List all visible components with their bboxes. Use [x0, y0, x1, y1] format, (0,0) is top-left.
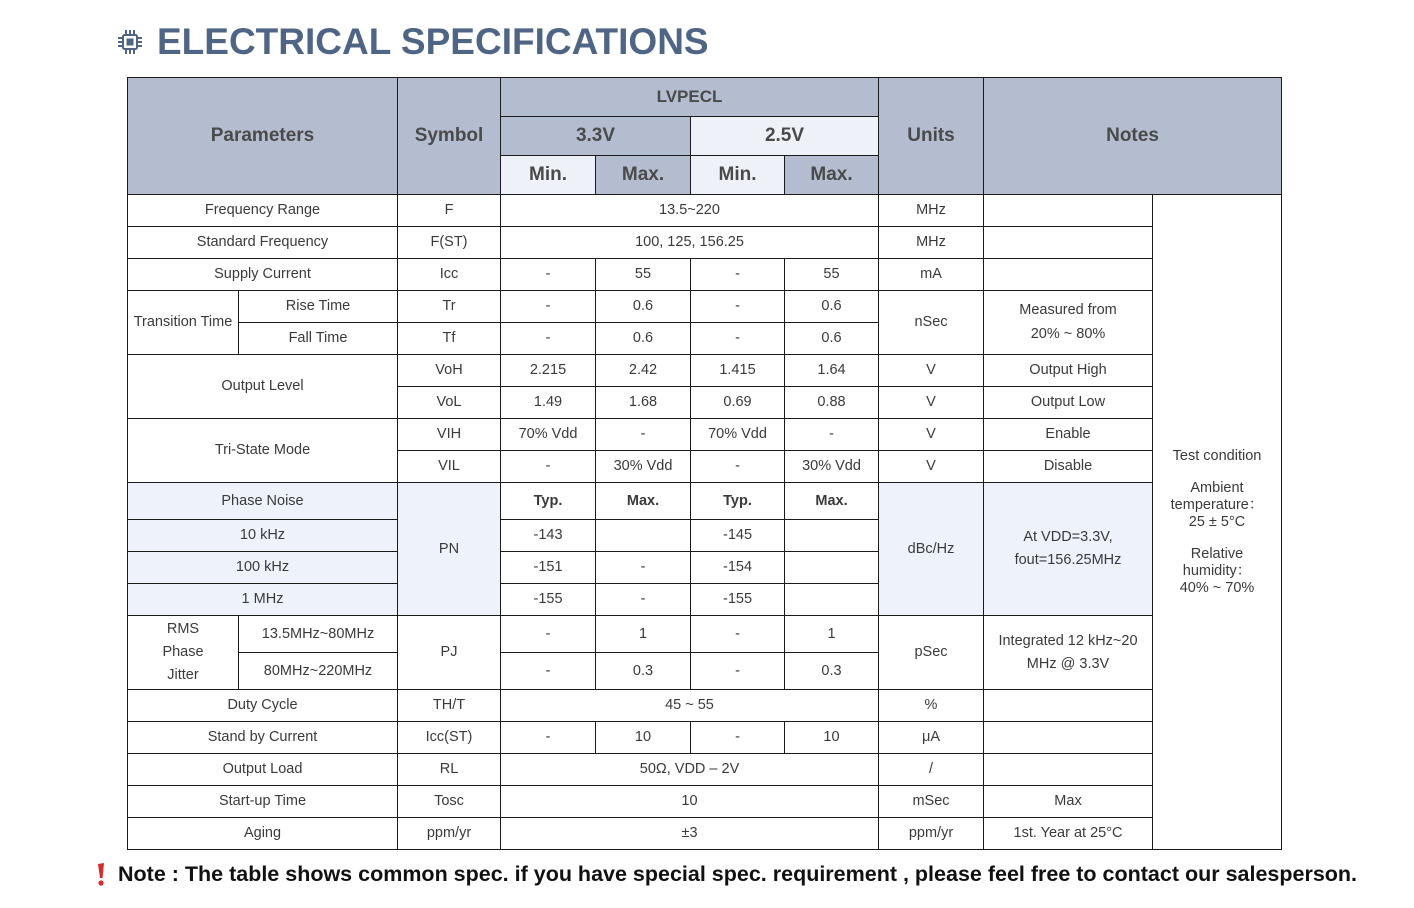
value-cell: -155 — [691, 584, 785, 616]
table-row — [128, 355, 1282, 387]
unit-cell: MHz — [879, 227, 984, 259]
value-cell: 10 — [501, 786, 879, 818]
table-row — [128, 195, 1282, 227]
symbol-cell: Tosc — [398, 786, 501, 818]
value-cell: 50Ω, VDD – 2V — [501, 754, 879, 786]
table-row — [128, 483, 1282, 520]
note-cell: Measured from 20% ~ 80% — [984, 291, 1153, 355]
value-cell: - — [596, 552, 691, 584]
note-cell: Output Low — [984, 387, 1153, 419]
max-header-2v5: Max. — [785, 483, 879, 520]
symbol-cell: RL — [398, 754, 501, 786]
value-cell: 0.3 — [596, 653, 691, 690]
header-3v3: 3.3V — [501, 117, 691, 156]
value-cell: 70% Vdd — [691, 419, 785, 451]
table-row — [128, 722, 1282, 754]
max-header-3v3: Max. — [596, 483, 691, 520]
table-row — [128, 616, 1282, 653]
param-cell: Frequency Range — [128, 195, 398, 227]
table-row — [128, 786, 1282, 818]
subparam-cell: Fall Time — [239, 323, 398, 355]
param-cell: Start-up Time — [128, 786, 398, 818]
unit-cell: μA — [879, 722, 984, 754]
symbol-cell: ppm/yr — [398, 818, 501, 850]
symbol-cell: VoH — [398, 355, 501, 387]
test-condition-title: Test condition — [1172, 447, 1262, 464]
value-cell: -154 — [691, 552, 785, 584]
value-cell: 2.42 — [596, 355, 691, 387]
param-cell: Output Load — [128, 754, 398, 786]
symbol-cell: Tf — [398, 323, 501, 355]
value-cell: ±3 — [501, 818, 879, 850]
value-cell: 100, 125, 156.25 — [501, 227, 879, 259]
title-row — [116, 18, 709, 66]
param-cell: 10 kHz — [128, 520, 398, 552]
symbol-cell: Icc — [398, 259, 501, 291]
note-cell: Max — [984, 786, 1153, 818]
table-row — [128, 291, 1282, 323]
header-symbol: Symbol — [398, 78, 501, 195]
value-cell: 45 ~ 55 — [501, 690, 879, 722]
note-cell — [984, 690, 1153, 722]
header-units: Units — [879, 78, 984, 195]
value-cell: 0.6 — [596, 291, 691, 323]
value-cell: 1.64 — [785, 355, 879, 387]
symbol-cell: Tr — [398, 291, 501, 323]
note-cell: Disable — [984, 451, 1153, 483]
unit-cell: mA — [879, 259, 984, 291]
param-cell: Phase Noise — [128, 483, 398, 520]
unit-cell: mSec — [879, 786, 984, 818]
note-cell — [984, 259, 1153, 291]
value-cell: 10 — [596, 722, 691, 754]
symbol-cell: VIH — [398, 419, 501, 451]
value-cell: -143 — [501, 520, 596, 552]
subparam-cell: 80MHz~220MHz — [239, 653, 398, 690]
unit-cell: V — [879, 451, 984, 483]
unit-cell: ppm/yr — [879, 818, 984, 850]
value-cell: 55 — [785, 259, 879, 291]
value-cell: 13.5~220 — [501, 195, 879, 227]
header-min-3v3: Min. — [501, 156, 596, 195]
header-2v5: 2.5V — [691, 117, 879, 156]
symbol-cell: VIL — [398, 451, 501, 483]
typ-header-3v3: Typ. — [501, 483, 596, 520]
page-title: ELECTRICAL SPECIFICATIONS — [157, 21, 709, 62]
value-cell: - — [501, 722, 596, 754]
humidity-label: Relative humidity： — [1182, 546, 1252, 579]
value-cell: - — [691, 323, 785, 355]
param-cell: Supply Current — [128, 259, 398, 291]
table-row — [128, 818, 1282, 850]
value-cell: 10 — [785, 722, 879, 754]
header-lvpecl: LVPECL — [501, 78, 879, 117]
spec-table — [127, 77, 1282, 850]
header-notes: Notes — [984, 78, 1282, 195]
value-cell: - — [596, 584, 691, 616]
value-cell: 0.6 — [785, 291, 879, 323]
header-max-2v5: Max. — [785, 156, 879, 195]
unit-cell: / — [879, 754, 984, 786]
unit-cell: V — [879, 419, 984, 451]
value-cell: - — [691, 722, 785, 754]
value-cell: 1.68 — [596, 387, 691, 419]
value-cell: 55 — [596, 259, 691, 291]
value-cell: 1.49 — [501, 387, 596, 419]
note-cell: Enable — [984, 419, 1153, 451]
value-cell: 1 — [596, 616, 691, 653]
value-cell: 0.88 — [785, 387, 879, 419]
footer-note — [92, 858, 1357, 890]
footer-note-text: Note : The table shows common spec. if you have special spec. requirement , please feel free to contact our salesperson. — [118, 861, 1358, 886]
symbol-cell: Icc(ST) — [398, 722, 501, 754]
value-cell: - — [691, 451, 785, 483]
param-cell: 1 MHz — [128, 584, 398, 616]
unit-cell: MHz — [879, 195, 984, 227]
value-cell: - — [501, 451, 596, 483]
param-cell: Transition Time — [128, 291, 239, 355]
value-cell: 0.6 — [785, 323, 879, 355]
value-cell: 70% Vdd — [501, 419, 596, 451]
table-row — [128, 227, 1282, 259]
table-row — [128, 419, 1282, 451]
alert-icon — [92, 860, 110, 888]
value-cell — [596, 520, 691, 552]
value-cell: - — [691, 259, 785, 291]
value-cell: - — [501, 616, 596, 653]
table-row — [128, 259, 1282, 291]
value-cell: -151 — [501, 552, 596, 584]
value-cell: 2.215 — [501, 355, 596, 387]
unit-cell: V — [879, 355, 984, 387]
ambient-value: 25 ± 5°C — [1188, 513, 1246, 530]
note-cell: At VDD=3.3V, fout=156.25MHz — [984, 483, 1153, 616]
note-cell: 1st. Year at 25°C — [984, 818, 1153, 850]
value-cell: 0.6 — [596, 323, 691, 355]
test-condition-cell — [1153, 195, 1282, 850]
value-cell: - — [691, 616, 785, 653]
note-cell — [984, 754, 1153, 786]
value-cell: 30% Vdd — [596, 451, 691, 483]
subparam-cell: 13.5MHz~80MHz — [239, 616, 398, 653]
value-cell — [785, 584, 879, 616]
param-cell: Output Level — [128, 355, 398, 419]
value-cell: 1 — [785, 616, 879, 653]
value-cell: - — [691, 291, 785, 323]
subparam-cell: Rise Time — [239, 291, 398, 323]
value-cell — [785, 552, 879, 584]
value-cell: - — [501, 259, 596, 291]
symbol-cell: F(ST) — [398, 227, 501, 259]
typ-header-2v5: Typ. — [691, 483, 785, 520]
param-cell: Tri-State Mode — [128, 419, 398, 483]
value-cell: -155 — [501, 584, 596, 616]
value-cell: 0.69 — [691, 387, 785, 419]
value-cell: - — [596, 419, 691, 451]
unit-cell: pSec — [879, 616, 984, 690]
header-min-2v5: Min. — [691, 156, 785, 195]
param-cell: Stand by Current — [128, 722, 398, 754]
unit-cell: % — [879, 690, 984, 722]
value-cell: 30% Vdd — [785, 451, 879, 483]
table-row — [128, 690, 1282, 722]
value-cell: - — [785, 419, 879, 451]
humidity-value: 40% ~ 70% — [1179, 579, 1255, 596]
value-cell: 1.415 — [691, 355, 785, 387]
param-cell: RMS Phase Jitter — [128, 616, 239, 690]
value-cell: -145 — [691, 520, 785, 552]
symbol-cell: PN — [398, 483, 501, 616]
note-cell: Output High — [984, 355, 1153, 387]
symbol-cell: F — [398, 195, 501, 227]
header-max-3v3: Max. — [596, 156, 691, 195]
symbol-cell: PJ — [398, 616, 501, 690]
ambient-label: Ambient temperature： — [1170, 480, 1264, 513]
note-cell: Integrated 12 kHz~20 MHz @ 3.3V — [984, 616, 1153, 690]
value-cell — [785, 520, 879, 552]
value-cell: - — [691, 653, 785, 690]
header-parameters: Parameters — [128, 78, 398, 195]
note-cell — [984, 195, 1153, 227]
chip-icon — [116, 28, 144, 56]
unit-cell: V — [879, 387, 984, 419]
value-cell: - — [501, 291, 596, 323]
symbol-cell: TH/T — [398, 690, 501, 722]
table-row — [128, 754, 1282, 786]
param-cell: Standard Frequency — [128, 227, 398, 259]
note-cell — [984, 227, 1153, 259]
symbol-cell: VoL — [398, 387, 501, 419]
note-cell — [984, 722, 1153, 754]
unit-cell: dBc/Hz — [879, 483, 984, 616]
value-cell: - — [501, 323, 596, 355]
value-cell: 0.3 — [785, 653, 879, 690]
param-cell: 100 kHz — [128, 552, 398, 584]
value-cell: - — [501, 653, 596, 690]
param-cell: Duty Cycle — [128, 690, 398, 722]
param-cell: Aging — [128, 818, 398, 850]
unit-cell: nSec — [879, 291, 984, 355]
